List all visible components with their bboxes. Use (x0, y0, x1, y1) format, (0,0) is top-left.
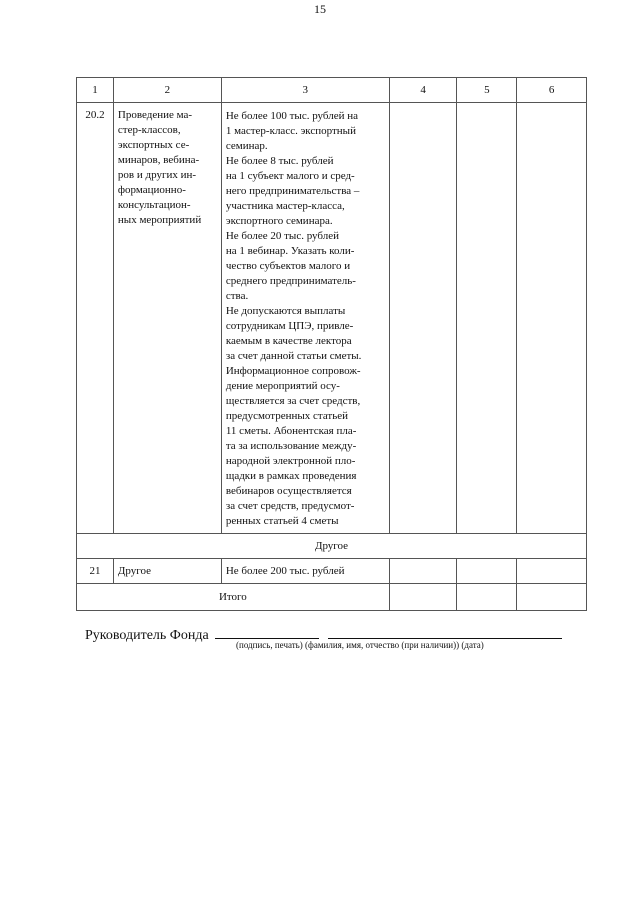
text-line: та за использование между- (225, 440, 357, 452)
expense-limit-text (221, 103, 389, 534)
text-line: 1 мастер-класс. экспортный (225, 125, 356, 137)
text-line: ных мероприятий (117, 214, 202, 226)
signature-label: Руководитель Фонда (85, 628, 209, 643)
table-row-20-2 (77, 103, 587, 534)
text-line: Не более 100 тыс. рублей на (225, 110, 359, 122)
name-date-blank (328, 624, 562, 639)
total-row (77, 584, 587, 611)
header-cell-6: 6 (517, 78, 587, 103)
empty-cell (389, 584, 457, 611)
text-line: ства. (225, 290, 249, 302)
text-line: каемым в качестве лектора (225, 335, 352, 347)
section-title: Другое (77, 534, 587, 559)
row-number: 20.2 (77, 103, 114, 534)
text-line: Не более 8 тыс. рублей (225, 155, 334, 167)
empty-cell (457, 103, 517, 534)
text-line: вебинаров осуществляется (225, 485, 352, 497)
text-line: за счет средств, предусмот- (225, 500, 355, 512)
text-line: Проведение ма- (117, 109, 193, 121)
row-number: 21 (77, 559, 114, 584)
signature-caption: (подпись, печать) (фамилия, имя, отчество (при наличии)) (дата) (236, 640, 484, 650)
text-line: Не допускаются выплаты (225, 305, 346, 317)
header-cell-1: 1 (77, 78, 114, 103)
expense-item-name (113, 103, 221, 534)
header-cell-4: 4 (389, 78, 457, 103)
text-line: за счет данной статьи сметы. (225, 350, 362, 362)
table-header-row (77, 78, 587, 103)
empty-cell (457, 559, 517, 584)
text-line: 11 сметы. Абонентская пла- (225, 425, 357, 437)
text-line: формационно- (117, 184, 186, 196)
empty-cell (389, 103, 457, 534)
text-line: чество субъектов малого и (225, 260, 351, 272)
text-line: ществляется за счет средств, (225, 395, 361, 407)
empty-cell (517, 584, 587, 611)
header-cell-5: 5 (457, 78, 517, 103)
text-line: Не более 20 тыс. рублей (225, 230, 339, 242)
text-line: экспортного семинара. (225, 215, 333, 227)
text-line: него предпринимательства – (225, 185, 360, 197)
text-line: дение мероприятий осу- (225, 380, 340, 392)
text-line: Информационное сопровож- (225, 365, 361, 377)
text-line: стер-классов, (117, 124, 181, 136)
header-cell-3: 3 (221, 78, 389, 103)
total-label: Итого (77, 584, 390, 611)
text-line: на 1 субъект малого и сред- (225, 170, 355, 182)
header-cell-2: 2 (113, 78, 221, 103)
text-line: участника мастер-класса, (225, 200, 345, 212)
text-line: экспортных се- (117, 139, 190, 151)
signature-blank (215, 624, 319, 639)
text-line: среднего предприниматель- (225, 275, 356, 287)
text-line: предусмотренных статьей (225, 410, 349, 422)
text-line: ренных статьей 4 сметы (225, 515, 339, 527)
empty-cell (457, 584, 517, 611)
text-line: семинар. (225, 140, 268, 152)
text-line: народной электронной пло- (225, 455, 356, 467)
text-line: щадки в рамках проведения (225, 470, 357, 482)
table-row-21 (77, 559, 587, 584)
text-line: сотрудникам ЦПЭ, привле- (225, 320, 354, 332)
text-line: консультацион- (117, 199, 191, 211)
page-number: 15 (314, 2, 326, 16)
empty-cell (389, 559, 457, 584)
section-row-other (77, 534, 587, 559)
expense-item-name: Другое (113, 559, 221, 584)
cost-estimate-table (76, 77, 587, 611)
text-line: минаров, вебина- (117, 154, 200, 166)
expense-limit-text: Не более 200 тыс. рублей (221, 559, 389, 584)
empty-cell (517, 559, 587, 584)
text-line: на 1 вебинар. Указать коли- (225, 245, 355, 257)
text-line: ров и других ин- (117, 169, 197, 181)
empty-cell (517, 103, 587, 534)
